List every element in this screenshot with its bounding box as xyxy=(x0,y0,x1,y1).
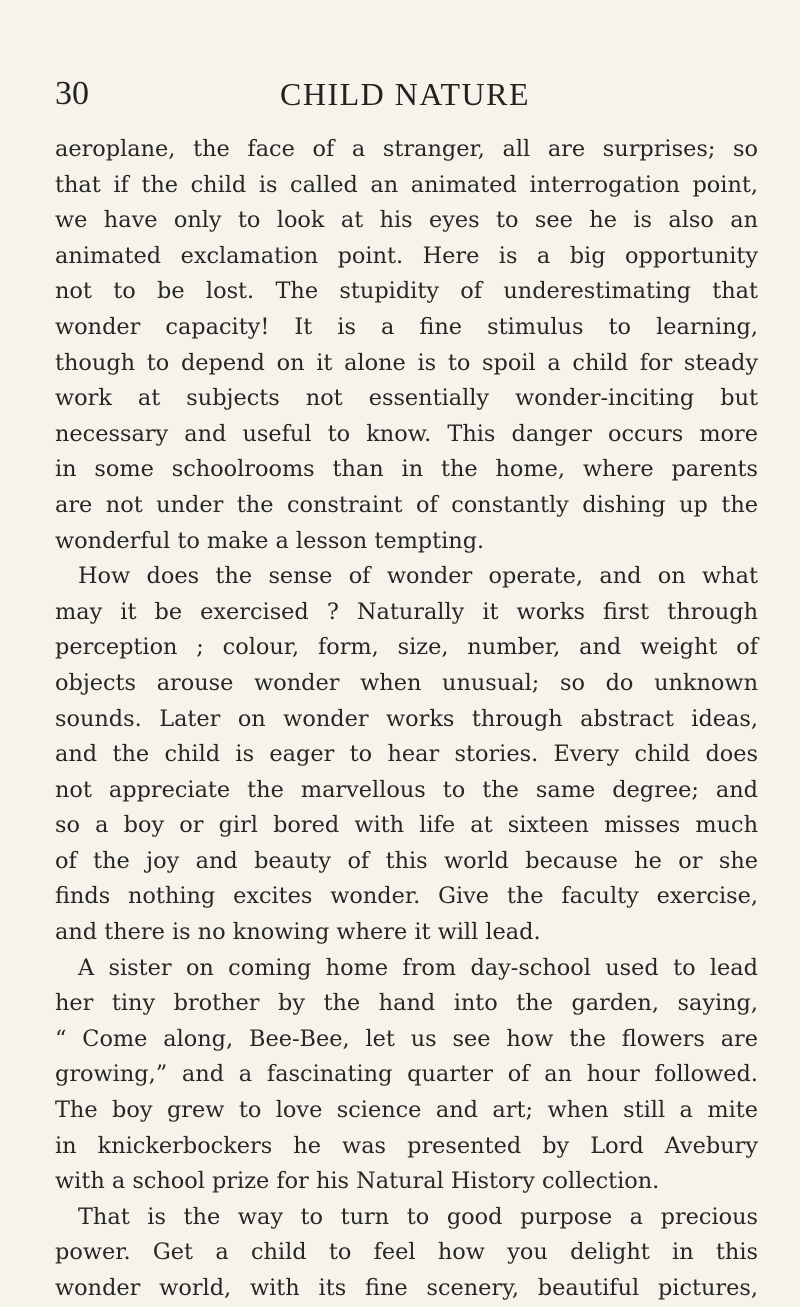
text-line: growing,” and a fascinating quarter of an hour followed. xyxy=(55,1061,758,1088)
text-line: animated exclamation point. Here is a big opportunity xyxy=(55,242,758,269)
text-line: How does the sense of wonder operate, and on what xyxy=(78,563,758,590)
text-line: work at subjects not essentially wonder-inciting but xyxy=(55,385,758,412)
text-line: that if the child is called an animated interrogation point, xyxy=(55,171,758,198)
text-line: and there is no knowing where it will lead. xyxy=(55,919,541,946)
text-line: and the child is eager to hear stories. Every child does xyxy=(55,741,758,768)
page-number: 30 xyxy=(55,75,89,112)
running-head: CHILD NATURE xyxy=(280,76,530,112)
body-text xyxy=(55,132,758,1307)
text-line: in knickerbockers he was presented by Lord Avebury xyxy=(55,1132,758,1159)
text-line: wonderful to make a lesson tempting. xyxy=(55,527,485,554)
text-line: though to depend on it alone is to spoil a child for steady xyxy=(55,349,758,376)
text-line: so a boy or girl bored with life at sixteen misses much xyxy=(55,812,758,839)
text-line: may it be exercised ? Naturally it works first through xyxy=(55,598,758,625)
text-line: “ Come along, Bee-Bee, let us see how the flowers are xyxy=(55,1025,758,1052)
text-line: That is the way to turn to good purpose a precious xyxy=(78,1203,758,1230)
text-line: sounds. Later on wonder works through abstract ideas, xyxy=(55,705,758,732)
text-line: The boy grew to love science and art; when still a mite xyxy=(55,1097,758,1124)
text-line: of the joy and beauty of this world because he or she xyxy=(55,847,758,874)
text-line: finds nothing excites wonder. Give the faculty exercise, xyxy=(55,883,758,910)
text-line: we have only to look at his eyes to see he is also an xyxy=(55,207,758,234)
text-line: not appreciate the marvellous to the same degree; and xyxy=(55,776,758,803)
text-line: power. Get a child to feel how you delight in this xyxy=(55,1239,758,1266)
text-line: not to be lost. The stupidity of underestimating that xyxy=(55,278,758,305)
text-line: are not under the constraint of constantly dishing up the xyxy=(55,491,758,518)
text-line: objects arouse wonder when unusual; so do unknown xyxy=(55,669,758,696)
text-line: with a school prize for his Natural History collection. xyxy=(55,1168,660,1195)
text-line: aeroplane, the face of a stranger, all are surprises; so xyxy=(55,136,758,162)
text-line: wonder capacity! It is a fine stimulus to learning, xyxy=(55,313,758,340)
text-line: her tiny brother by the hand into the garden, saying, xyxy=(55,990,758,1017)
text-line: perception ; colour, form, size, number, and weight of xyxy=(55,634,758,661)
text-line: in some schoolrooms than in the home, where parents xyxy=(55,456,758,483)
text-line: necessary and useful to know. This danger occurs more xyxy=(55,420,758,447)
text-line: wonder world, with its fine scenery, beautiful pictures, xyxy=(55,1275,758,1301)
text-line: A sister on coming home from day-school used to lead xyxy=(78,954,758,981)
page-header xyxy=(55,74,755,114)
